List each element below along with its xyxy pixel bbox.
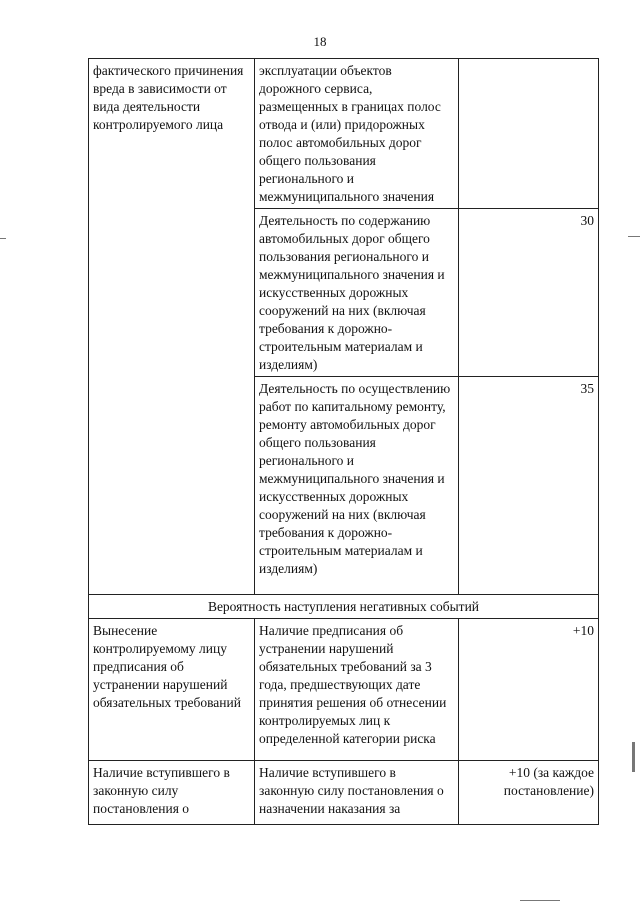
table-row — [89, 761, 599, 825]
score-cell: +10 (за каждое постановление) — [459, 761, 599, 825]
criterion-cell: Наличие вступившего в законную силу постановления о — [89, 761, 255, 825]
indicator-cell: Наличие предписания об устранении нарушений обязательных требований за 3 года, предшествующих дате принятия решения об отнесении контролируемых лиц к определенной категории риска — [255, 619, 459, 761]
criteria-table — [88, 58, 599, 825]
table-row — [89, 59, 599, 209]
indicator-cell: Наличие вступившего в законную силу постановления о назначении наказания за — [255, 761, 459, 825]
indicator-cell: Деятельность по осуществлению работ по капитальному ремонту, ремонту автомобильных дорог общего пользования регионального и межмуниципального значения и искусственных дорожных сооружений на них (включая требования к дорожно-строительным материалам и изделиям) — [255, 377, 459, 595]
indicator-cell: Деятельность по содержанию автомобильных дорог общего пользования регионального и межмуниципального значения и искусственных дорожных сооружений на них (включая требования к дорожно-строительным материалам и изделиям) — [255, 209, 459, 377]
left-edge-mark — [0, 238, 6, 239]
score-cell: 35 — [459, 377, 599, 595]
criterion-cell: фактического причинения вреда в зависимости от вида деятельности контролируемого лица — [89, 59, 255, 595]
criterion-cell: Вынесение контролируемому лицу предписания об устранении нарушений обязательных требований — [89, 619, 255, 761]
bottom-edge-mark — [520, 900, 560, 901]
indicator-cell: эксплуатации объектов дорожного сервиса, размещенных в границах полос отвода и (или) придорожных полос автомобильных дорог общего пользования регионального и межмуниципального значения — [255, 59, 459, 209]
right-edge-mark — [628, 236, 640, 237]
score-cell: 30 — [459, 209, 599, 377]
page-number: 18 — [313, 34, 327, 49]
section-heading: Вероятность наступления негативных событий — [89, 595, 599, 619]
right-edge-tick — [632, 742, 635, 772]
score-cell — [459, 59, 599, 209]
table-row — [89, 619, 599, 761]
table-row — [89, 595, 599, 619]
score-cell: +10 — [459, 619, 599, 761]
